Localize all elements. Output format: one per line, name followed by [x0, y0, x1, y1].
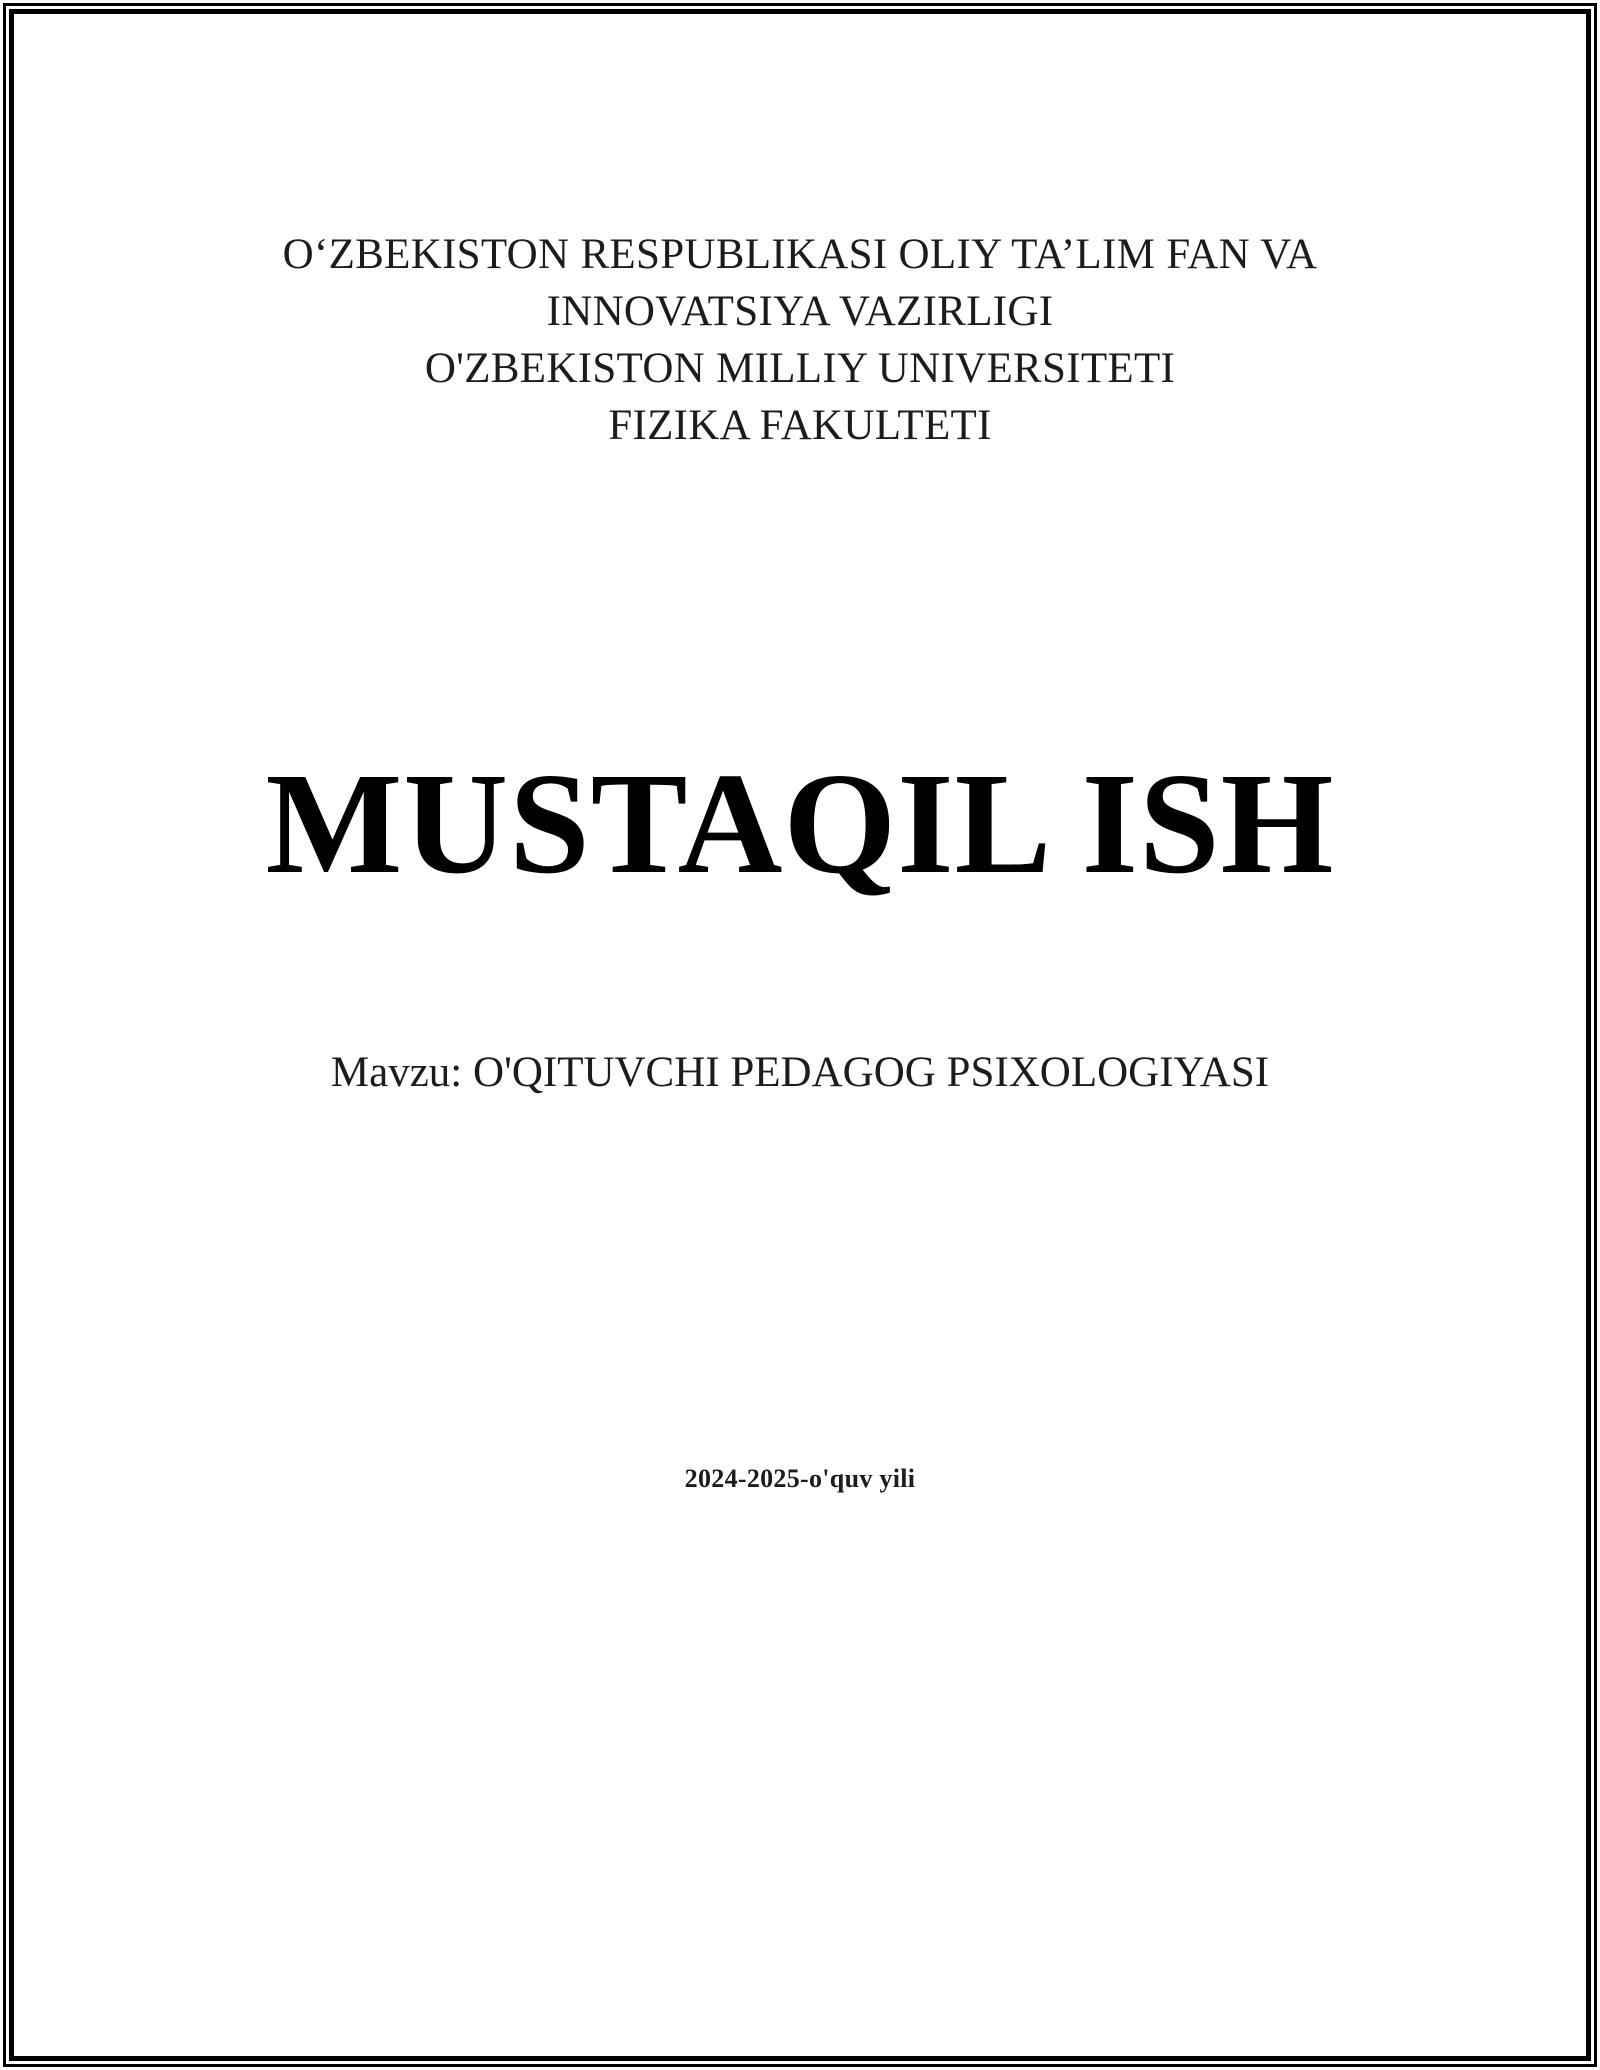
topic-line: [60, 1044, 1540, 1101]
ministry-header: [60, 226, 1540, 454]
header-line-university: O'ZBEKISTON MILLIY UNIVERSITETI: [424, 345, 1176, 392]
topic-text: O'QITUVCHI PEDAGOG PSIXOLOGIYASI: [473, 1049, 1270, 1096]
header-line-ministry-2: INNOVATSIYA VAZIRLIGI: [546, 288, 1054, 335]
document-title: MUSTAQIL ISH: [265, 744, 1335, 904]
header-line-faculty: FIZIKA FAKULTETI: [608, 402, 992, 449]
topic-label: Mavzu:: [330, 1049, 463, 1096]
header-line-ministry: OʻZBEKISTON RESPUBLIKASI OLIY TA’LIM FAN VA: [282, 231, 1318, 278]
academic-year: 2024-2025-o'quv yili: [684, 1464, 916, 1493]
